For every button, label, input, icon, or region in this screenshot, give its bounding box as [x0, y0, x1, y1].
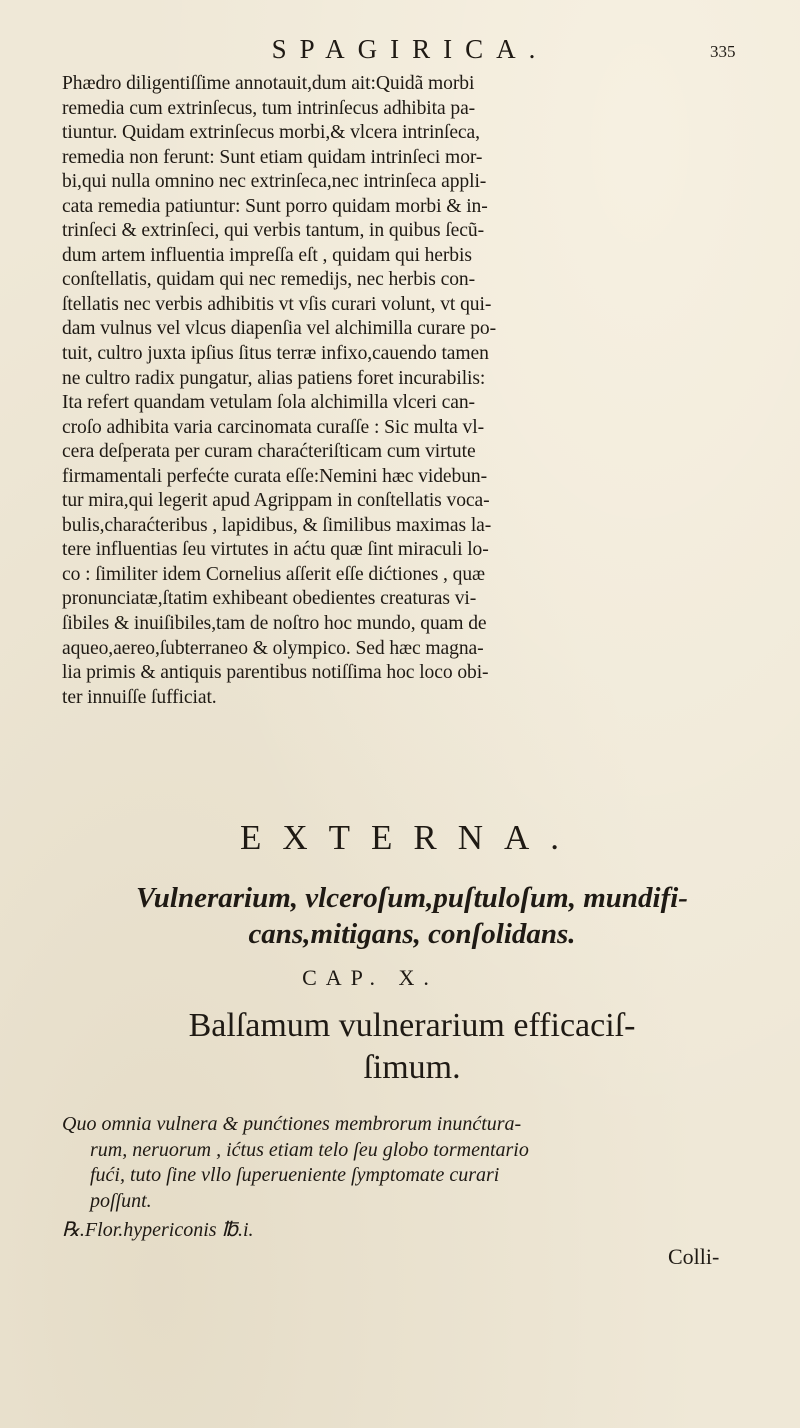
text-line: ſibiles & inuiſibiles,tam de noſtro hoc mundo, quam de: [62, 613, 487, 635]
text-line: bi,qui nulla omnino nec extrinſeca,nec intrinſeca appli-: [62, 171, 487, 193]
text-line: ne cultro radix pungatur, alias patiens foret incurabilis:: [62, 367, 486, 389]
recipe-line: fući, tuto ſine vllo ſuperueniente ſymptomate curari: [90, 1164, 500, 1186]
subtitle-line: Vulnerarium, vlceroſum,puſtuloſum, mundifi-: [136, 882, 688, 914]
text-line: lia primis & antiquis parentibus notiſſima hoc loco obi-: [62, 662, 489, 684]
chapter-label: CAP. X.: [302, 965, 438, 990]
heading-line: Balſamum vulnerarium efficaciſ-: [188, 1007, 636, 1044]
recipe-ingredient: ℞.Flor.hypericonis ℔.i.: [62, 1219, 254, 1241]
text-line: tiuntur. Quidam extrinſecus morbi,& vlcera intrinſeca,: [62, 122, 480, 144]
text-line: remedia non ferunt: Sunt etiam quidam intrinſeci mor-: [62, 146, 483, 168]
section-subtitle: [62, 880, 762, 952]
text-line: Ita refert quandam vetulam ſola alchimilla vlceri can-: [62, 392, 475, 414]
catchword: Colli-: [668, 1244, 720, 1269]
text-line: pronunciatæ,ſtatim exhibeant obedientes creaturas vi-: [62, 588, 477, 610]
text-line: tur mira,qui legerit apud Agrippam in conſtellatis voca-: [62, 490, 490, 512]
recipe-description: [62, 1112, 762, 1214]
text-line: trinſeci & extrinſeci, qui verbis tantum, in quibus ſecũ-: [62, 220, 484, 242]
recipe-heading: [62, 1005, 762, 1089]
text-line: tere influentias ſeu virtutes in aćtu quæ ſint miraculi lo-: [62, 539, 489, 561]
recipe-line: poſſunt.: [90, 1189, 152, 1212]
running-head: SPAGIRICA.: [271, 34, 549, 64]
text-line: dam vulnus vel vlcus diapenſia vel alchimilla curare po-: [62, 318, 497, 340]
text-line: ter innuiſſe ſufficiat.: [62, 686, 217, 708]
text-line: firmamentali perfećte curata eſſe:Nemini hæc videbun-: [62, 465, 488, 487]
text-line: Phædro diligentiſſime annotauit,dum ait:Quidã morbi: [62, 73, 475, 94]
text-line: bulis,charaćteribus , lapidibus, & ſimilibus maximas la-: [62, 514, 492, 536]
page-number: 335: [710, 42, 736, 61]
text-line: remedia cum extrinſecus, tum intrinſecus adhibita pa-: [62, 97, 476, 119]
recipe-line: rum, neruorum , ićtus etiam telo ſeu globo tormentario: [90, 1138, 529, 1161]
text-line: dum artem influentia impreſſa eſt , quidam qui herbis: [62, 244, 472, 266]
text-line: tuit, cultro juxta ipſius ſitus terræ infixo,cauendo tamen: [62, 343, 489, 365]
section-title: EXTERNA.: [239, 818, 581, 857]
text-line: aqueo,aereo,ſubterraneo & olympico. Sed hæc magna-: [62, 637, 484, 659]
heading-line: ſimum.: [363, 1049, 461, 1086]
text-line: croſo adhibita varia carcinomata curaſſe : Sic multa vl-: [62, 416, 485, 438]
text-line: cera deſperata per curam charaćteriſticam cum virtute: [62, 441, 476, 463]
subtitle-line: cans,mitigans, conſolidans.: [248, 918, 576, 950]
text-line: co : ſimiliter idem Cornelius aſſerit eſſe dićtiones , quæ: [62, 563, 485, 585]
text-line: cata remedia patiuntur: Sunt porro quidam morbi & in-: [62, 195, 488, 217]
body-paragraph: [62, 72, 762, 710]
text-line: ſtellatis nec verbis adhibitis vt vſis curari volunt, vt qui-: [62, 293, 492, 315]
recipe-line: Quo omnia vulnera & punćtiones membrorum inunćtura-: [62, 1113, 522, 1135]
text-line: conſtellatis, quidam qui nec remedijs, nec herbis con-: [62, 269, 476, 291]
